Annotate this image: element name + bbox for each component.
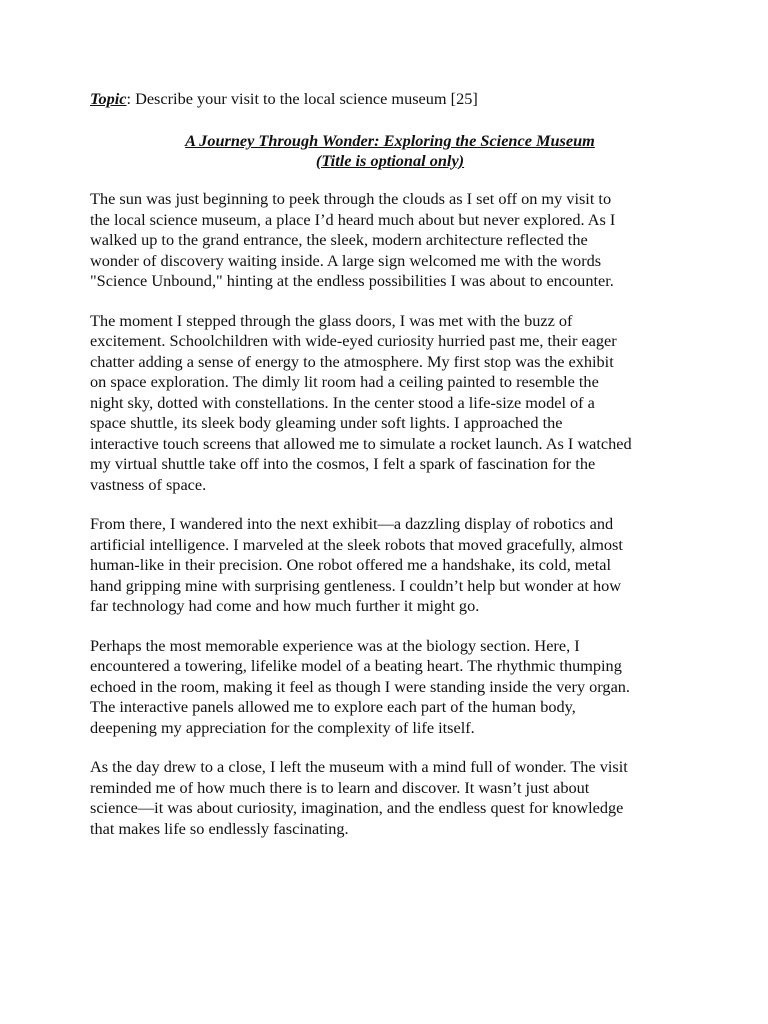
paragraph bbox=[90, 311, 690, 496]
paragraph-line: night sky, dotted with constellations. In the center stood a life-size model of a bbox=[90, 392, 595, 412]
paragraph-line: hand gripping mine with surprising gentleness. I couldn’t help but wonder at how bbox=[90, 575, 622, 595]
paragraph-line: "Science Unbound," hinting at the endless possibilities I was about to encounter. bbox=[90, 271, 614, 290]
topic-text: : Describe your visit to the local science museum [25] bbox=[126, 89, 478, 108]
paragraph-line: The sun was just beginning to peek through the clouds as I set off on my visit to bbox=[90, 189, 612, 208]
paragraph-line: space shuttle, its sleek body gleaming under soft lights. I approached the bbox=[90, 413, 563, 432]
paragraph-line: that makes life so endlessly fascinating. bbox=[90, 818, 349, 838]
essay-title-block bbox=[90, 131, 690, 171]
topic-label: Topic bbox=[90, 89, 127, 108]
paragraph-line: The interactive panels allowed me to explore each part of the human body, bbox=[90, 697, 576, 716]
paragraph-line: From there, I wandered into the next exhibit—a dazzling display of robotics and bbox=[90, 514, 614, 533]
paragraph-line: walked up to the grand entrance, the sleek, modern architecture reflected the bbox=[90, 230, 588, 249]
essay-title: A Journey Through Wonder: Exploring the Science Museum bbox=[185, 131, 595, 150]
paragraph-line: wonder of discovery waiting inside. A large sign welcomed me with the words bbox=[90, 250, 602, 270]
paragraph-line: Perhaps the most memorable experience was at the biology section. Here, I bbox=[90, 635, 580, 655]
topic-line bbox=[90, 89, 690, 109]
paragraph bbox=[90, 757, 690, 839]
paragraph-line: interactive touch screens that allowed me to simulate a rocket launch. As I watched bbox=[90, 433, 632, 453]
paragraph-line: human-like in their precision. One robot offered me a handshake, its cold, metal bbox=[90, 555, 611, 574]
essay-subtitle: (Title is optional only) bbox=[315, 151, 465, 170]
document-body bbox=[90, 89, 690, 858]
paragraph-line: echoed in the room, making it feel as though I were standing inside the very organ. bbox=[90, 676, 630, 696]
paragraph-line: artificial intelligence. I marveled at the sleek robots that moved gracefully, almost bbox=[90, 534, 623, 554]
paragraph-line: my virtual shuttle take off into the cosmos, I felt a spark of fascination for the bbox=[90, 454, 596, 473]
paragraph bbox=[90, 189, 690, 292]
paragraph-line: science—it was about curiosity, imagination, and the endless quest for knowledge bbox=[90, 798, 624, 817]
paragraph-line: the local science museum, a place I’d heard much about but never explored. As I bbox=[90, 209, 616, 229]
paragraph-line: chatter adding a sense of energy to the atmosphere. My first stop was the exhibit bbox=[90, 351, 614, 371]
paragraph-line: far technology had come and how much further it might go. bbox=[90, 596, 480, 615]
paragraph bbox=[90, 636, 690, 739]
paragraph-line: encountered a towering, lifelike model of a beating heart. The rhythmic thumping bbox=[90, 656, 622, 675]
paragraph-line: vastness of space. bbox=[90, 474, 207, 494]
paragraph-line: deepening my appreciation for the complexity of life itself. bbox=[90, 717, 475, 737]
paragraph-line: As the day drew to a close, I left the museum with a mind full of wonder. The visit bbox=[90, 757, 628, 776]
paragraph-line: excitement. Schoolchildren with wide-eyed curiosity hurried past me, their eager bbox=[90, 331, 617, 350]
paragraph-line: The moment I stepped through the glass doors, I was met with the buzz of bbox=[90, 310, 573, 330]
paragraph-line: on space exploration. The dimly lit room had a ceiling painted to resemble the bbox=[90, 372, 599, 391]
essay-paragraphs bbox=[90, 189, 690, 839]
paragraph bbox=[90, 514, 690, 617]
paragraph-line: reminded me of how much there is to learn and discover. It wasn’t just about bbox=[90, 777, 590, 797]
